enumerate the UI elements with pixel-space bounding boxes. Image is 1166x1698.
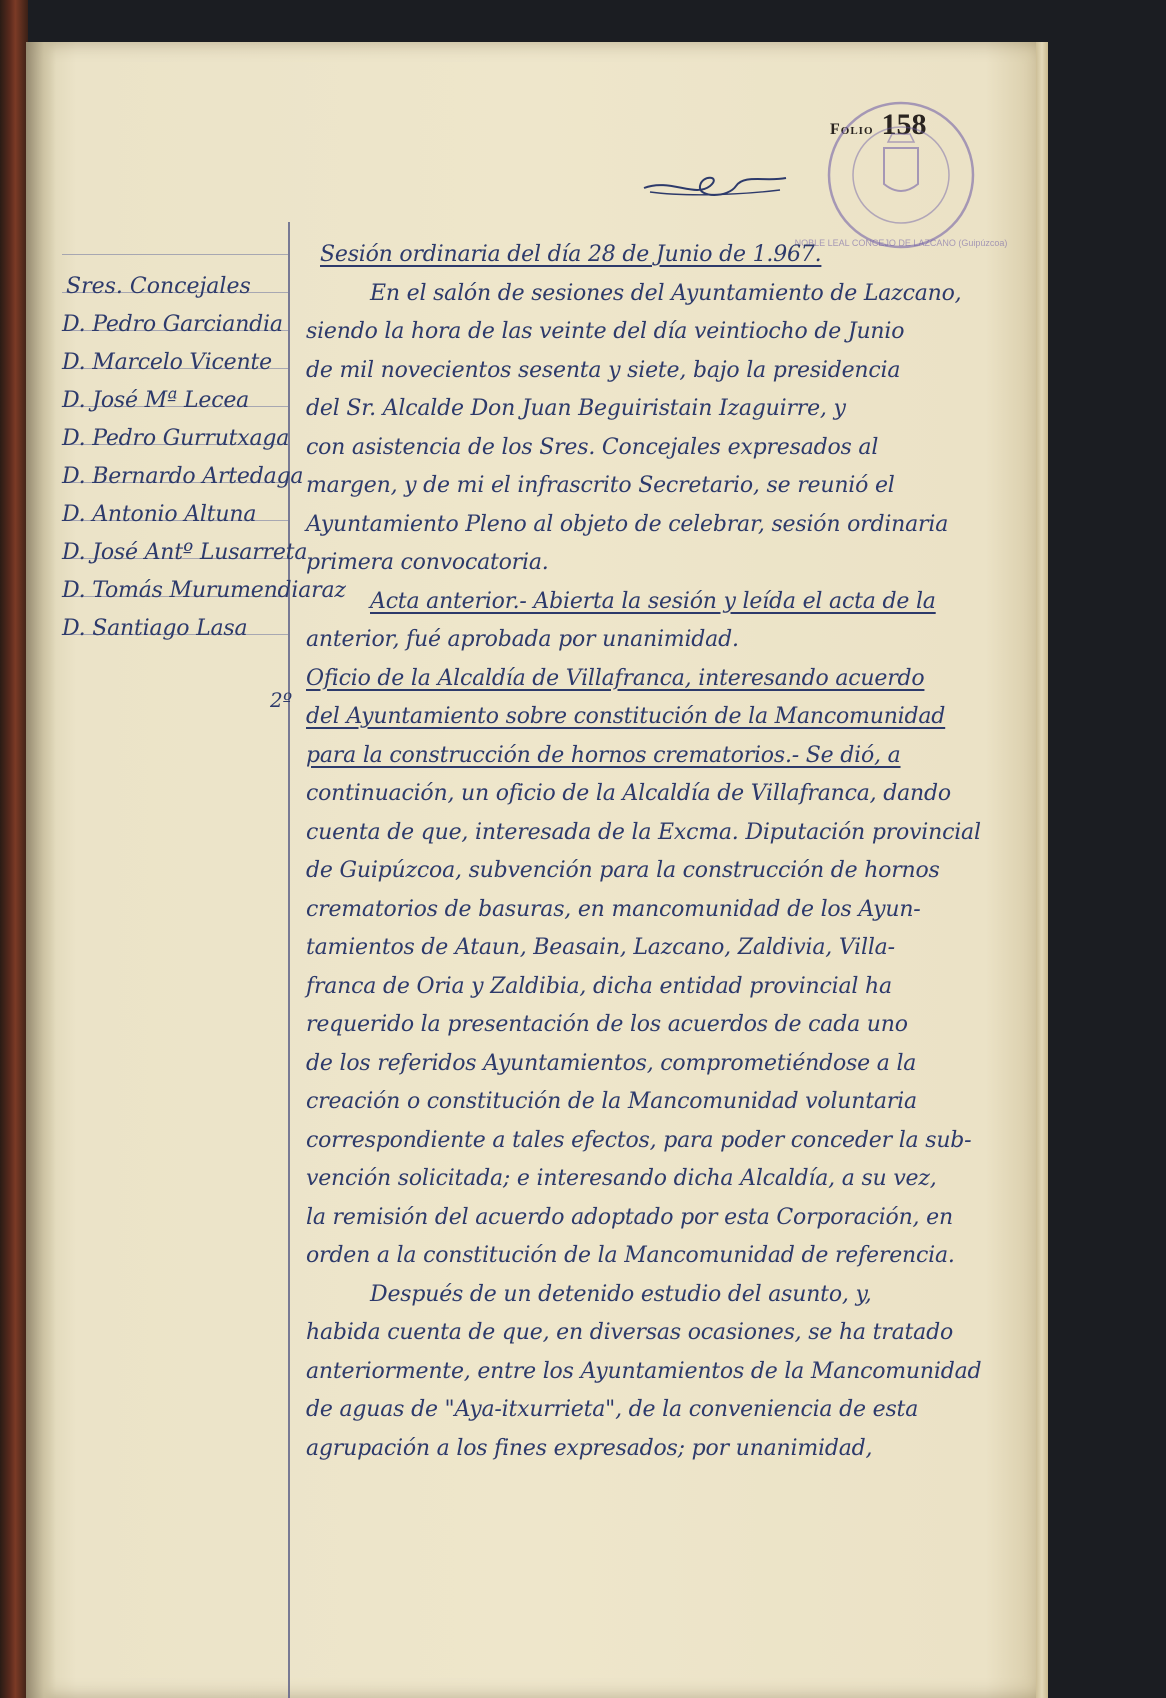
- councillors-list: [62, 268, 346, 648]
- margin-ruled-line: [62, 254, 288, 255]
- councillor-name: D. Pedro Gurrutxaga: [62, 426, 290, 451]
- minutes-line: orden a la constitución de la Mancomunidad de referencia.: [306, 1243, 955, 1268]
- councillor-name: D. Marcelo Vicente: [62, 350, 272, 375]
- session-title: Sesión ordinaria del día 28 de Junio de 1.967.: [320, 242, 822, 267]
- minutes-line: margen, y de mi el infrascrito Secretario, se reunió el: [306, 473, 895, 498]
- minutes-line: Oficio de la Alcaldía de Villafranca, interesando acuerdo: [306, 665, 925, 691]
- minutes-line: Ayuntamiento Pleno al objeto de celebrar, sesión ordinaria: [306, 511, 949, 537]
- minutes-line: del Sr. Alcalde Don Juan Beguiristain Izaguirre, y: [306, 396, 846, 421]
- councillors-names: [62, 306, 346, 648]
- minutes-line: tamientos de Ataun, Beasain, Lazcano, Zaldivia, Villa-: [306, 935, 895, 960]
- councillors-heading: Sres. Concejales: [66, 274, 251, 299]
- minutes-line: Después de un detenido estudio del asunto, y,: [370, 1281, 872, 1307]
- minutes-line: correspondiente a tales efectos, para poder conceder la sub-: [306, 1127, 972, 1153]
- minutes-line: vención solicitada; e interesando dicha Alcaldía, a su vez,: [306, 1166, 937, 1191]
- municipal-seal-stamp: [794, 96, 1008, 254]
- councillor-name: D. Tomás Murumendiaraz: [62, 578, 346, 603]
- folio-number: 158: [881, 108, 927, 141]
- minutes-line: En el salón de sesiones del Ayuntamiento de Lazcano,: [370, 280, 962, 306]
- page-edge: [1036, 42, 1048, 1698]
- minutes-line: de los referidos Ayuntamientos, comprometiéndose a la: [306, 1050, 917, 1076]
- minutes-line: creación o constitución de la Mancomunidad voluntaria: [306, 1089, 917, 1114]
- minutes-lines: [306, 275, 982, 1469]
- book-binding: [0, 0, 28, 1698]
- councillor-name: D. José Antº Lusarreta: [62, 540, 308, 565]
- minutes-line: para la construcción de hornos crematorios.- Se dió, a: [306, 742, 901, 768]
- minutes-line: habida cuenta de que, en diversas ocasiones, se ha tratado: [306, 1320, 953, 1345]
- councillor-name: D. Pedro Garciandia: [62, 312, 283, 337]
- minutes-line: franca de Oria y Zaldibia, dicha entidad provincial ha: [306, 973, 892, 999]
- flourish-ornament: [640, 168, 790, 204]
- councillor-name: D. Antonio Altuna: [62, 502, 257, 527]
- minutes-line: del Ayuntamiento sobre constitución de la Mancomunidad: [306, 704, 946, 729]
- minutes-line: de mil novecientos sesenta y siete, bajo la presidencia: [306, 357, 901, 383]
- item-number: 2º: [270, 688, 293, 712]
- minutes-line: agrupación a los fines expresados; por unanimidad,: [306, 1435, 873, 1461]
- minutes-body: [306, 236, 982, 1468]
- minutes-line: la remisión del acuerdo adoptado por esta Corporación, en: [306, 1204, 953, 1230]
- stamp-text: NOBLE LEAL CONCEJO DE LAZCANO (Guipúzcoa): [794, 238, 1008, 248]
- minutes-line: Acta anterior.- Abierta la sesión y leída el acta de la: [370, 588, 936, 614]
- minutes-line: anterior, fué aprobada por unanimidad.: [306, 627, 739, 652]
- minutes-line: continuación, un oficio de la Alcaldía de Villafranca, dando: [306, 781, 951, 806]
- councillor-name: D. Bernardo Artedaga: [62, 464, 304, 489]
- minutes-line: anteriormente, entre los Ayuntamientos de la Mancomunidad: [306, 1358, 982, 1384]
- councillor-name: D. Santiago Lasa: [62, 616, 248, 641]
- minutes-line: de aguas de "Aya-itxurrieta", de la conveniencia de esta: [306, 1397, 919, 1422]
- minutes-line: crematorios de basuras, en mancomunidad de los Ayun-: [306, 896, 921, 922]
- minutes-line: con asistencia de los Sres. Concejales expresados al: [306, 434, 879, 460]
- councillor-name: D. José Mª Lecea: [62, 388, 250, 413]
- page-gutter: [26, 42, 56, 1698]
- minutes-line: primera convocatoria.: [306, 550, 549, 575]
- minutes-line: cuenta de que, interesada de la Excma. Diputación provincial: [306, 819, 981, 845]
- folio-label: Folio: [830, 121, 874, 138]
- minutes-line: siendo la hora de las veinte del día veintiocho de Junio: [306, 319, 905, 344]
- minutes-line: de Guipúzcoa, subvención para la construcción de hornos: [306, 858, 940, 883]
- minutes-line: requerido la presentación de los acuerdos de cada uno: [306, 1012, 908, 1037]
